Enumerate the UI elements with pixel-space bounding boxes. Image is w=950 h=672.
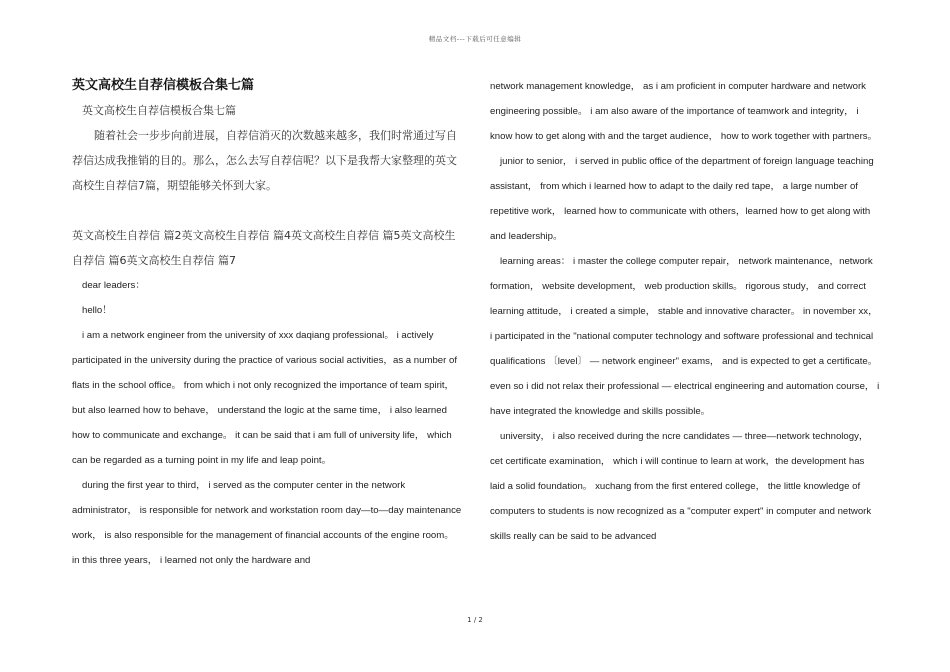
left-column xyxy=(72,74,462,573)
right-column xyxy=(490,74,880,549)
body-paragraph: university， i also received during the ncre candidates — three—network technology， cet certificate examination， which i will continue to learn at work，the development has laid a solid foundation。 xuchang from the first entered college， the little knowledge of computers to students is now recognized as a "computer expert" in computer and network skills really can be said to be advanced xyxy=(490,431,872,542)
intro-paragraph: 随着社会一步步向前进展，自荐信消灭的次数越来越多，我们时常通过写自荐信达成我推销的目的。那么，怎么去写自荐信呢？以下是我帮大家整理的英文高校生自荐信7篇，期望能够关怀到大家。 xyxy=(72,129,457,192)
body-paragraph: i am a network engineer from the university of xxx daqiang professional。 i actively participated in the university during the practice of various social activities，as a number of flats in the school office。 from which i not only recognized the importance of team spirit， but also learned how to behave， understand the logic at the same time， i also learned how to communicate and exchange。 it can be said that i am full of university life， which can be regarded as a turning point in my life and leap point。 xyxy=(72,330,458,466)
document-subtitle: 英文高校生自荐信模板合集七篇 xyxy=(82,104,236,117)
letter-hello: hello！ xyxy=(82,305,112,316)
body-paragraph-continued: network management knowledge， as i am proficient in computer hardware and network engineering possible。 i am also aware of the importance of teamwork and integrity， i know how to get along with and the target audience， how to work together with partners。 xyxy=(490,81,878,142)
paragraph-gap xyxy=(72,198,462,223)
letter-greeting: dear leaders： xyxy=(82,280,145,291)
page-header: 精品文档---下载后可任意编辑 xyxy=(428,35,522,43)
body-paragraph: junior to senior， i served in public office of the department of foreign language teaching assistant， from which i learned how to adapt to the daily red tape， a large number of repetitive work， learned how to communicate with others，learned how to get along with and leadership。 xyxy=(490,156,874,242)
page-number: 1 / 2 xyxy=(467,616,483,624)
toc-paragraph: 英文高校生自荐信 篇2英文高校生自荐信 篇4英文高校生自荐信 篇5英文高校生自荐信 篇6英文高校生自荐信 篇7 xyxy=(72,229,456,267)
document-title: 英文高校生自荐信模板合集七篇 xyxy=(72,78,255,93)
body-paragraph: learning areas： i master the college computer repair， network maintenance，network formation， website development， web production skills。 rigorous study， and correct learning attitude， i created a simple， stable and innovative character。 in november xx， i participated in the "national computer technology and software professional and technical qualifications 〔level〕 — network engineer" exams， and is expected to get a certificate。 even so i did not relax their professional — electrical engineering and automation course， i have integrated the knowledge and skills possible。 xyxy=(490,256,880,417)
body-paragraph: during the first year to third， i served as the computer center in the network administrator， is responsible for network and workstation room day—to—day maintenance work， is also responsible for the management of financial accounts of the engine room。 in this three years， i learned not only the hardware and xyxy=(72,480,462,566)
